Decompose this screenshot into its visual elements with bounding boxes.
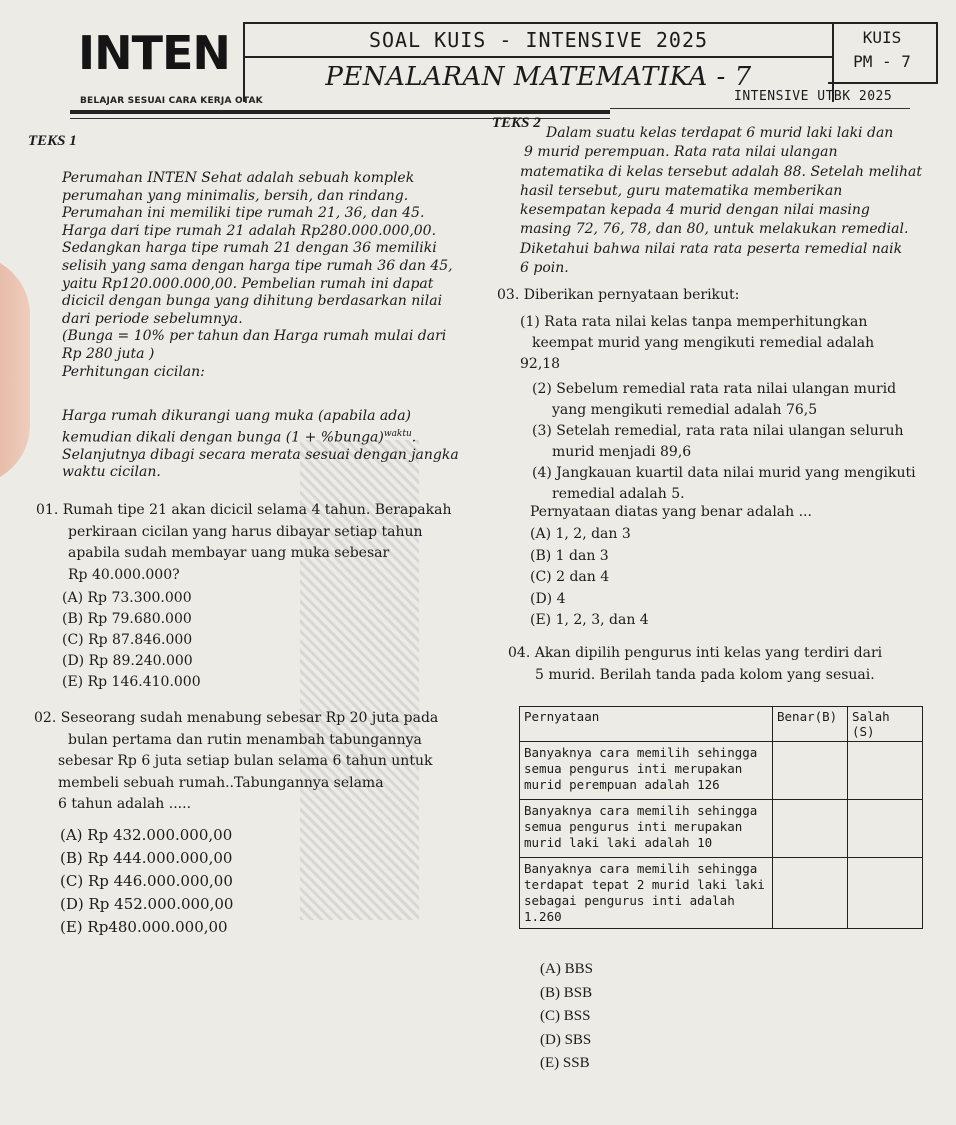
teks2-heading: TEKS 2: [492, 115, 541, 131]
statement-line: terdapat tepat 2 murid laki laki: [524, 877, 765, 892]
benar-cell[interactable]: [773, 742, 848, 800]
q01-option-b[interactable]: (B) Rp 79.680.000: [62, 611, 192, 627]
teks1-line: Harga dari tipe rumah 21 adalah Rp280.000.000,00.: [62, 222, 437, 239]
kuis-code: PM - 7: [853, 52, 911, 71]
teks1-line: dicicil dengan bunga yang dihitung berdasarkan nilai: [62, 293, 443, 310]
teks1-line: (Bunga = 10% per tahun dan Harga rumah mulai dari: [62, 328, 447, 345]
formula-line: [62, 426, 459, 447]
q03-prompt: Pernyataan diatas yang benar adalah ...: [530, 504, 812, 520]
q03-statement-4: (4) Jangkauan kuartil data nilai murid yang mengikuti: [532, 465, 916, 481]
q02-line: bulan pertama dan rutin menambah tabungannya: [68, 731, 422, 748]
exam-subtitle: SOAL KUIS - INTENSIVE 2025: [368, 28, 709, 52]
inten-logo: [78, 26, 230, 80]
formula-line: waktu cicilan.: [62, 464, 161, 481]
q01-option-c[interactable]: (C) Rp 87.846.000: [62, 632, 193, 648]
q03-options: [530, 524, 649, 632]
q02-option-e[interactable]: (E) Rp480.000.000,00: [60, 918, 228, 936]
q01-option-a[interactable]: (A) Rp 73.300.000: [62, 590, 192, 606]
salah-cell[interactable]: [848, 858, 923, 929]
teks1-line: Perumahan ini memiliki tipe rumah 21, 36, dan 45.: [62, 205, 425, 222]
header-salah: Salah (S): [848, 707, 923, 742]
statement-cell: [520, 742, 773, 800]
table-row: [520, 858, 923, 929]
q02-line: sebesar Rp 6 juta setiap bulan selama 6 tahun untuk: [58, 753, 433, 769]
q04-line: 5 murid. Berilah tanda pada kolom yang sesuai.: [535, 666, 875, 683]
header-statement: Pernyataan: [520, 707, 773, 742]
teks1-line: Perhitungan cicilan:: [62, 363, 205, 380]
header-benar: Benar(B): [773, 707, 848, 742]
q03-statement-1-cont: keempat murid yang mengikuti remedial adalah: [532, 335, 875, 351]
q01-option-e[interactable]: (E) Rp 146.410.000: [62, 674, 201, 690]
teks2-line: Diketahui bahwa nilai rata rata peserta remedial naik: [520, 240, 903, 257]
statement-line: semua pengurus inti merupakan: [524, 761, 743, 776]
kuis-label: KUIS: [862, 28, 902, 47]
teks2-line: matematika di kelas tersebut adalah 88. Setelah melihat: [520, 163, 923, 180]
q02-line: membeli sebuah rumah..Tabungannya selama: [58, 774, 384, 791]
q02-option-b[interactable]: (B) Rp 444.000.000,00: [60, 849, 233, 867]
q04-options: [540, 958, 593, 1076]
statement-line: Banyaknya cara memilih sehingga: [524, 861, 758, 876]
q03-statement-1: (1) Rata rata nilai kelas tanpa memperhitungkan: [520, 314, 868, 330]
kuis-box: [828, 22, 938, 84]
teks2-line: hasil tersebut, guru matematika memberikan: [520, 182, 843, 199]
logo-text: INTEN: [78, 26, 230, 80]
header-rule-thick: [70, 110, 610, 114]
statement-cell: [520, 800, 773, 858]
teks1-paragraph: [62, 170, 453, 381]
q02-option-c[interactable]: (C) Rp 446.000.000,00: [60, 872, 233, 890]
q02-line: 02. Seseorang sudah menabung sebesar Rp 20 juta pada: [34, 710, 439, 726]
q03-statement-2: (2) Sebelum remedial rata rata nilai ulangan murid: [532, 381, 897, 397]
program-label: INTENSIVE UTBK 2025: [734, 89, 893, 104]
benar-cell[interactable]: [773, 800, 848, 858]
table-row: [520, 742, 923, 800]
teks2-line: 6 poin.: [520, 260, 569, 277]
question-03: 03. Diberikan pernyataan berikut:: [497, 287, 740, 303]
statement-line: sebagai pengurus inti adalah 1.260: [524, 893, 735, 924]
question-04: [508, 643, 882, 686]
teks2-line: masing 72, 76, 78, dan 80, untuk melakukan remedial.: [520, 221, 909, 238]
benar-cell[interactable]: [773, 858, 848, 929]
teks1-line: yaitu Rp120.000.000,00. Pembelian rumah ini dapat: [62, 275, 434, 292]
q01-options: [62, 588, 201, 693]
q02-option-a[interactable]: (A) Rp 432.000.000,00: [60, 826, 233, 844]
thumb-shadow: [0, 255, 30, 485]
q04-table: [519, 706, 923, 929]
table-row: [520, 800, 923, 858]
teks1-line: perumahan yang minimalis, bersih, dan rindang.: [62, 187, 409, 204]
q02-line: 6 tahun adalah .....: [58, 796, 192, 812]
teks1-line: Sedangkan harga tipe rumah 21 dengan 36 memiliki: [62, 240, 437, 257]
question-02: [34, 708, 438, 816]
q04-option-b[interactable]: (B) BSB: [540, 984, 593, 1001]
teks1-line: dari periode sebelumnya.: [62, 310, 243, 327]
q03-statement-4-cont: remedial adalah 5.: [552, 486, 685, 502]
q03-statements: [520, 312, 916, 505]
formula-end: .: [411, 429, 417, 446]
statement-line: Banyaknya cara memilih sehingga: [524, 803, 758, 818]
teks1-line: selisih yang sama dengan harga tipe rumah 36 dan 45,: [62, 257, 453, 274]
q04-line: 04. Akan dipilih pengurus inti kelas yang terdiri dari: [508, 645, 883, 661]
q03-statement-2-cont: yang mengikuti remedial adalah 76,5: [552, 402, 818, 418]
logo-tagline: BELAJAR SESUAI CARA KERJA OTAK: [80, 96, 263, 106]
q03-option-a[interactable]: (A) 1, 2, dan 3: [530, 526, 631, 542]
statement-line: murid perempuan adalah 126: [524, 777, 720, 792]
q01-line: Rp 40.000.000?: [68, 566, 180, 583]
q04-option-e[interactable]: (E) SSB: [540, 1055, 590, 1071]
q03-option-c[interactable]: (C) 2 dan 4: [530, 569, 610, 585]
formula-line: Selanjutnya dibagi secara merata sesuai dengan jangka: [62, 446, 459, 463]
q04-option-d[interactable]: (D) SBS: [540, 1031, 592, 1048]
q04-option-a[interactable]: (A) BBS: [540, 961, 593, 977]
q03-statement-3-cont: murid menjadi 89,6: [552, 444, 692, 460]
formula-line: Harga rumah dikurangi uang muka (apabila ada): [62, 408, 412, 424]
q03-statement-1-value: 92,18: [520, 356, 561, 372]
teks1-line: Rp 280 juta ): [62, 345, 155, 362]
teks1-line: Perumahan INTEN Sehat adalah sebuah komplek: [62, 170, 415, 186]
q01-line: apabila sudah membayar uang muka sebesar: [68, 545, 390, 561]
q03-statement-3: (3) Setelah remedial, rata rata nilai ulangan seluruh: [532, 423, 904, 439]
salah-cell[interactable]: [848, 800, 923, 858]
question-01: [36, 500, 452, 586]
teks1-formula: [62, 408, 459, 482]
formula-exponent: waktu: [383, 428, 412, 439]
q01-line: perkiraan cicilan yang harus dibayar setiap tahun: [68, 523, 423, 540]
teks2-line: Dalam suatu kelas terdapat 6 murid laki laki dan: [546, 125, 894, 141]
statement-cell: [520, 858, 773, 929]
teks2-line: 9 murid perempuan. Rata rata nilai ulangan: [524, 144, 838, 161]
header-rule-right: [610, 108, 910, 109]
q02-option-d[interactable]: (D) Rp 452.000.000,00: [60, 895, 234, 913]
table-header-row: [520, 707, 923, 742]
title-divider: [245, 56, 832, 58]
statement-line: semua pengurus inti merupakan: [524, 819, 743, 834]
exam-title: PENALARAN MATEMATIKA - 7: [325, 62, 752, 92]
q03-option-b[interactable]: (B) 1 dan 3: [530, 547, 609, 564]
q03-option-d[interactable]: (D) 4: [530, 590, 566, 607]
teks2-line: kesempatan kepada 4 murid dengan nilai masing: [520, 202, 870, 219]
teks2-paragraph: [520, 124, 922, 278]
formula-text: kemudian dikali dengan bunga (1 + %bunga): [62, 429, 384, 446]
teks1-heading: TEKS 1: [28, 133, 77, 149]
q02-options: [60, 824, 233, 939]
q01-option-d[interactable]: (D) Rp 89.240.000: [62, 653, 193, 669]
q01-line: 01. Rumah tipe 21 akan dicicil selama 4 tahun. Berapakah: [36, 502, 452, 518]
statement-line: Banyaknya cara memilih sehingga: [524, 745, 758, 760]
q03-option-e[interactable]: (E) 1, 2, 3, dan 4: [530, 612, 649, 628]
statement-line: murid laki laki adalah 10: [524, 835, 713, 850]
salah-cell[interactable]: [848, 742, 923, 800]
q04-option-c[interactable]: (C) BSS: [540, 1008, 591, 1024]
